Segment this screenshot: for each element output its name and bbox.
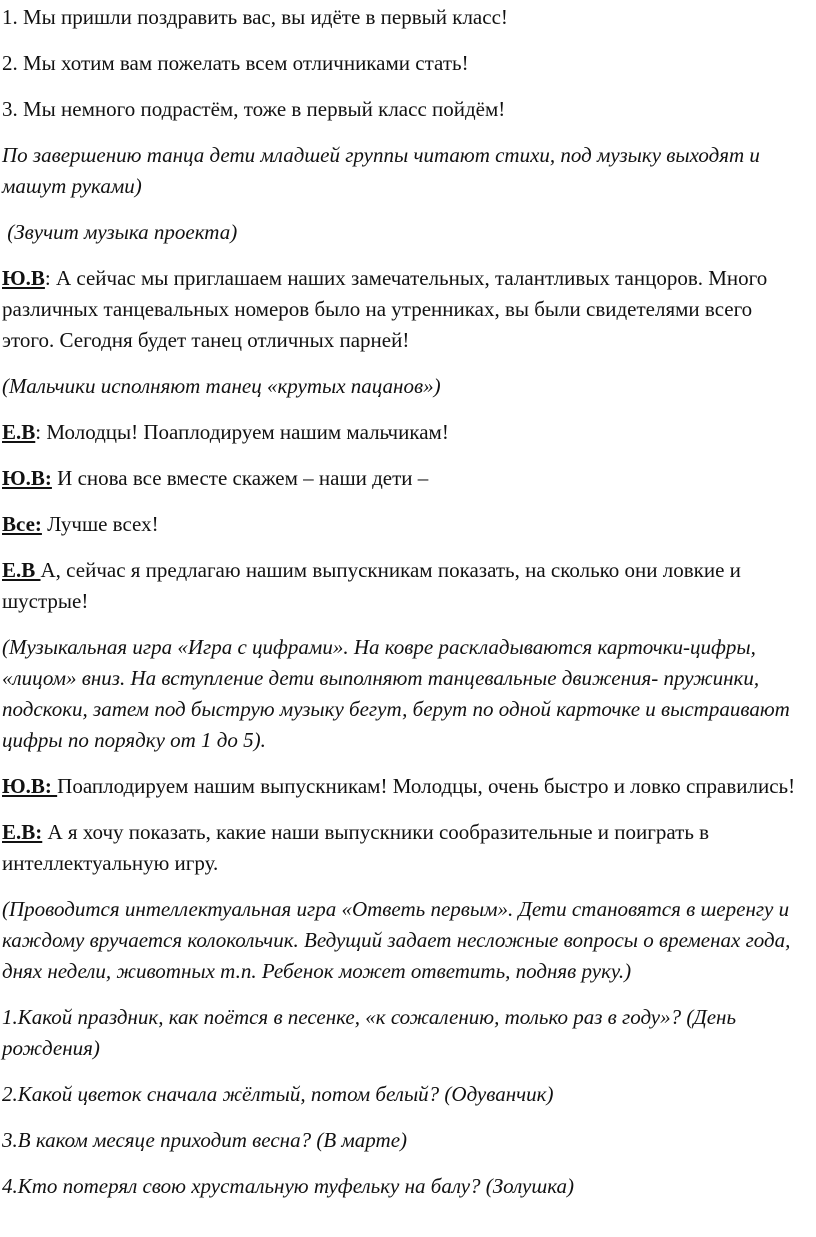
stage-direction: По завершению танца дети младшей группы читают стихи, под музыку выходят и машут руками) (2, 143, 760, 198)
dialogue-text: И снова все вместе скажем – наши дети – (51, 466, 429, 490)
speaker-label: Ю.В: (2, 774, 58, 798)
speaker-label: Е.В (2, 420, 36, 444)
speaker-label: Е.В: (2, 820, 43, 844)
stage-direction: (Проводится интеллектуальная игра «Ответь первым». Дети становятся в шеренгу и каждому вручается колокольчик. Ведущий задает несложные вопросы о временах года, днях недели, животных т.п. Ребенок может ответить, подняв руку.) (2, 897, 791, 983)
dialogue-text: А, сейчас я предлагаю нашим выпускникам показать, на сколько они ловкие и шустрые! (2, 558, 741, 613)
dialogue-paragraph (2, 509, 806, 540)
dialogue-paragraph (2, 417, 806, 448)
dialogue-paragraph (2, 771, 806, 802)
stage-direction: (Звучит музыка проекта) (2, 220, 238, 244)
stage-direction: (Музыкальная игра «Игра с цифрами». На ковре раскладываются карточки-цифры, «лицом» вниз. На вступление дети выполняют танцевальные движения- пружинки, подскоки, затем под быструю музыку бегут, берут по одной карточке и выстраивают цифры по порядку от 1 до 5). (2, 635, 790, 752)
dialogue-text: : А сейчас мы приглашаем наших замечательных, талантливых танцоров. Много различных танцевальных номеров было на утренниках, вы были свидетелями всего этого. Сегодня будет танец отличных парней! (2, 266, 768, 352)
speaker-label: Е.В (2, 558, 41, 582)
dialogue-paragraph (2, 263, 806, 356)
stage-direction: (Мальчики исполняют танец «крутых пацанов») (2, 374, 441, 398)
dialogue-paragraph (2, 463, 806, 494)
quiz-question: 1.Какой праздник, как поётся в песенке, «к сожалению, только раз в году»? (День рождения) (2, 1005, 737, 1060)
quiz-question: 4.Кто потерял свою хрустальную туфельку на балу? (Золушка) (2, 1174, 574, 1198)
speaker-label: Ю.В: (2, 466, 52, 490)
dialogue-paragraph (2, 555, 806, 617)
speaker-label: Все: (2, 512, 42, 536)
quiz-question: 3.В каком месяце приходит весна? (В марте) (2, 1128, 408, 1152)
poem-line-3: 3. Мы немного подрастём, тоже в первый класс пойдём! (2, 97, 506, 121)
poem-line-2: 2. Мы хотим вам пожелать всем отличниками стать! (2, 51, 469, 75)
quiz-question: 2.Какой цветок сначала жёлтый, потом белый? (Одуванчик) (2, 1082, 554, 1106)
speaker-label: Ю.В (2, 266, 45, 290)
poem-line-1: 1. Мы пришли поздравить вас, вы идёте в первый класс! (2, 5, 508, 29)
dialogue-text: : Молодцы! Поаплодируем нашим мальчикам! (35, 420, 449, 444)
dialogue-text: Поаплодируем нашим выпускникам! Молодцы, очень быстро и ловко справились! (57, 774, 796, 798)
dialogue-text: Лучше всех! (41, 512, 159, 536)
dialogue-text: А я хочу показать, какие наши выпускники сообразительные и поиграть в интеллектуальную игру. (2, 820, 710, 875)
dialogue-paragraph (2, 817, 806, 879)
